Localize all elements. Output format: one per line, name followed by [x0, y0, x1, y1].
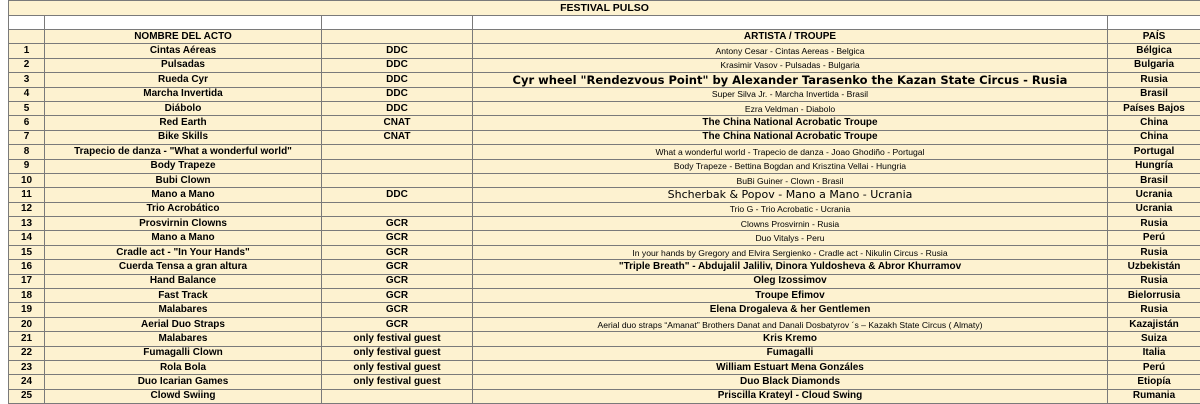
country-cell[interactable]: Bélgica: [1108, 44, 1200, 58]
artist-cell[interactable]: Fumagalli: [473, 346, 1108, 360]
act-name-cell[interactable]: Diábolo: [45, 101, 322, 115]
act-name-cell[interactable]: Pulsadas: [45, 58, 322, 72]
artist-cell[interactable]: The China National Acrobatic Troupe: [473, 116, 1108, 130]
country-cell[interactable]: Hungría: [1108, 159, 1200, 173]
row-number-cell[interactable]: 11: [9, 188, 45, 202]
blank-cell[interactable]: [1108, 16, 1200, 30]
country-cell[interactable]: Perú: [1108, 231, 1200, 245]
artist-cell[interactable]: Shcherbak & Popov - Mano a Mano - Ucrania: [473, 188, 1108, 202]
country-cell[interactable]: Rusia: [1108, 73, 1200, 87]
row-number-cell[interactable]: 24: [9, 375, 45, 389]
row-number-cell[interactable]: 5: [9, 101, 45, 115]
country-cell[interactable]: Brasil: [1108, 87, 1200, 101]
country-cell[interactable]: Uzbekistán: [1108, 260, 1200, 274]
organizer-cell[interactable]: only festival guest: [322, 375, 473, 389]
country-cell[interactable]: Brasil: [1108, 173, 1200, 187]
table-row: [9, 360, 1200, 374]
country-cell[interactable]: Rusia: [1108, 274, 1200, 288]
organizer-cell[interactable]: DDC: [322, 58, 473, 72]
row-number-cell[interactable]: 9: [9, 159, 45, 173]
row-number-cell[interactable]: 10: [9, 173, 45, 187]
country-cell[interactable]: Kazajistán: [1108, 317, 1200, 331]
country-cell[interactable]: China: [1108, 130, 1200, 144]
act-name-cell[interactable]: Trapecio de danza - "What a wonderful world": [45, 145, 322, 159]
organizer-cell[interactable]: GCR: [322, 274, 473, 288]
organizer-cell[interactable]: [322, 173, 473, 187]
act-name-cell[interactable]: Bike Skills: [45, 130, 322, 144]
table-row: [9, 58, 1200, 72]
row-number-cell[interactable]: 2: [9, 58, 45, 72]
act-name-cell[interactable]: Cintas Aéreas: [45, 44, 322, 58]
table-row: [9, 317, 1200, 331]
table-row: [9, 87, 1200, 101]
blank-row: [9, 16, 1200, 30]
table-row: [9, 73, 1200, 87]
country-cell[interactable]: Etiopía: [1108, 375, 1200, 389]
row-number-cell[interactable]: 8: [9, 145, 45, 159]
act-name-cell[interactable]: Marcha Invertida: [45, 87, 322, 101]
country-cell[interactable]: Italia: [1108, 346, 1200, 360]
blank-cell[interactable]: [9, 16, 45, 30]
table-row: [9, 289, 1200, 303]
table-row: [9, 260, 1200, 274]
organizer-cell[interactable]: GCR: [322, 245, 473, 259]
act-name-cell[interactable]: Mano a Mano: [45, 231, 322, 245]
act-name-cell[interactable]: Hand Balance: [45, 274, 322, 288]
row-number-cell[interactable]: 6: [9, 116, 45, 130]
table-row: [9, 303, 1200, 317]
country-cell[interactable]: Rusia: [1108, 217, 1200, 231]
artist-cell[interactable]: Priscilla Krateyl - Cloud Swing: [473, 389, 1108, 403]
artist-cell[interactable]: Troupe Efimov: [473, 289, 1108, 303]
organizer-cell[interactable]: [322, 202, 473, 216]
table-row: [9, 231, 1200, 245]
act-name-cell[interactable]: Body Trapeze: [45, 159, 322, 173]
artist-cell[interactable]: Duo Vitalys - Peru: [473, 231, 1108, 245]
act-name-cell[interactable]: Rola Bola: [45, 360, 322, 374]
table-row: [9, 159, 1200, 173]
title-row: [9, 1, 1200, 16]
artist-cell[interactable]: Antony Cesar - Cintas Aereas - Belgica: [473, 44, 1108, 58]
row-number-cell[interactable]: 15: [9, 245, 45, 259]
sheet-title[interactable]: FESTIVAL PULSO: [9, 1, 1200, 16]
act-name-cell[interactable]: Prosvirnin Clowns: [45, 217, 322, 231]
act-name-cell[interactable]: Fumagalli Clown: [45, 346, 322, 360]
row-number-cell[interactable]: 7: [9, 130, 45, 144]
organizer-cell[interactable]: CNAT: [322, 116, 473, 130]
table-row: [9, 173, 1200, 187]
artist-cell[interactable]: "Triple Breath" - Abdujalil Jaliliv, Dinora Yuldosheva & Abror Khurramov: [473, 260, 1108, 274]
table-row: [9, 332, 1200, 346]
blank-cell[interactable]: [473, 16, 1108, 30]
table-row: [9, 274, 1200, 288]
header-num[interactable]: [9, 30, 45, 44]
organizer-cell[interactable]: DDC: [322, 44, 473, 58]
row-number-cell[interactable]: 16: [9, 260, 45, 274]
artist-cell[interactable]: Clowns Prosvirnin - Rusia: [473, 217, 1108, 231]
row-number-cell[interactable]: 13: [9, 217, 45, 231]
country-cell[interactable]: Países Bajos: [1108, 101, 1200, 115]
act-name-cell[interactable]: Bubi Clown: [45, 173, 322, 187]
act-name-cell[interactable]: Trio Acrobático: [45, 202, 322, 216]
artist-cell[interactable]: Elena Drogaleva & her Gentlemen: [473, 303, 1108, 317]
row-number-cell[interactable]: 22: [9, 346, 45, 360]
organizer-cell[interactable]: [322, 389, 473, 403]
country-cell[interactable]: Bielorrusia: [1108, 289, 1200, 303]
artist-cell[interactable]: Krasimir Vasov - Pulsadas - Bulgaria: [473, 58, 1108, 72]
row-number-cell[interactable]: 21: [9, 332, 45, 346]
row-number-cell[interactable]: 14: [9, 231, 45, 245]
table-row: [9, 202, 1200, 216]
table-row: [9, 245, 1200, 259]
blank-cell[interactable]: [45, 16, 322, 30]
organizer-cell[interactable]: GCR: [322, 289, 473, 303]
row-number-cell[interactable]: 12: [9, 202, 45, 216]
artist-cell[interactable]: Kris Kremo: [473, 332, 1108, 346]
country-cell[interactable]: Perú: [1108, 360, 1200, 374]
act-name-cell[interactable]: Duo Icarian Games: [45, 375, 322, 389]
artist-cell[interactable]: Body Trapeze - Bettina Bogdan and Krisztina Vellai - Hungria: [473, 159, 1108, 173]
act-name-cell[interactable]: Mano a Mano: [45, 188, 322, 202]
artist-cell[interactable]: The China National Acrobatic Troupe: [473, 130, 1108, 144]
row-number-cell[interactable]: 3: [9, 73, 45, 87]
table-row: [9, 346, 1200, 360]
table-row: [9, 145, 1200, 159]
organizer-cell[interactable]: GCR: [322, 231, 473, 245]
country-cell[interactable]: Rusia: [1108, 303, 1200, 317]
country-cell[interactable]: Ucrania: [1108, 202, 1200, 216]
table-row: [9, 116, 1200, 130]
country-cell[interactable]: Portugal: [1108, 145, 1200, 159]
country-cell[interactable]: Ucrania: [1108, 188, 1200, 202]
organizer-cell[interactable]: CNAT: [322, 130, 473, 144]
country-cell[interactable]: Rumania: [1108, 389, 1200, 403]
artist-cell[interactable]: Super Silva Jr. - Marcha Invertida - Brasil: [473, 87, 1108, 101]
row-number-cell[interactable]: 17: [9, 274, 45, 288]
artist-cell[interactable]: BuBi Guiner - Clown - Brasil: [473, 173, 1108, 187]
table-row: [9, 130, 1200, 144]
organizer-cell[interactable]: DDC: [322, 87, 473, 101]
artist-cell[interactable]: Aerial duo straps “Amanat” Brothers Danat and Danali Dosbatyrov ´s – Kazakh State Circus ( Almaty): [473, 317, 1108, 331]
artist-cell[interactable]: What a wonderful world - Trapecio de danza - Joao Ghodiño - Portugal: [473, 145, 1108, 159]
row-number-cell[interactable]: 25: [9, 389, 45, 403]
table-row: [9, 217, 1200, 231]
act-name-cell[interactable]: Fast Track: [45, 289, 322, 303]
act-name-cell[interactable]: Aerial Duo Straps: [45, 317, 322, 331]
organizer-cell[interactable]: [322, 159, 473, 173]
artist-cell[interactable]: Duo Black Diamonds: [473, 375, 1108, 389]
organizer-cell[interactable]: only festival guest: [322, 332, 473, 346]
organizer-cell[interactable]: [322, 145, 473, 159]
festival-table: [8, 0, 1200, 404]
act-name-cell[interactable]: Rueda Cyr: [45, 73, 322, 87]
country-cell[interactable]: China: [1108, 116, 1200, 130]
organizer-cell[interactable]: only festival guest: [322, 360, 473, 374]
organizer-cell[interactable]: only festival guest: [322, 346, 473, 360]
act-name-cell[interactable]: Malabares: [45, 332, 322, 346]
organizer-cell[interactable]: DDC: [322, 188, 473, 202]
country-cell[interactable]: Bulgaria: [1108, 58, 1200, 72]
row-number-cell[interactable]: 4: [9, 87, 45, 101]
organizer-cell[interactable]: GCR: [322, 317, 473, 331]
header-act-name[interactable]: NOMBRE DEL ACTO: [45, 30, 322, 44]
act-name-cell[interactable]: Cradle act - "In Your Hands": [45, 245, 322, 259]
row-number-cell[interactable]: 18: [9, 289, 45, 303]
organizer-cell[interactable]: GCR: [322, 260, 473, 274]
table-row: [9, 101, 1200, 115]
table-row: [9, 44, 1200, 58]
header-row: [9, 30, 1200, 44]
artist-cell[interactable]: In your hands by Gregory and Elvira Sergienko - Cradle act - Nikulin Circus - Rusia: [473, 245, 1108, 259]
header-country[interactable]: PAÍS: [1108, 30, 1200, 44]
blank-cell[interactable]: [322, 16, 473, 30]
row-number-cell[interactable]: 23: [9, 360, 45, 374]
row-number-cell[interactable]: 1: [9, 44, 45, 58]
artist-cell[interactable]: Ezra Veldman - Diabolo: [473, 101, 1108, 115]
artist-cell[interactable]: William Estuart Mena Gonzáles: [473, 360, 1108, 374]
table-row: [9, 389, 1200, 403]
artist-cell[interactable]: Cyr wheel "Rendezvous Point" by Alexander Tarasenko the Kazan State Circus - Rusia: [473, 73, 1108, 87]
table-row: [9, 375, 1200, 389]
organizer-cell[interactable]: GCR: [322, 217, 473, 231]
act-name-cell[interactable]: Malabares: [45, 303, 322, 317]
country-cell[interactable]: Rusia: [1108, 245, 1200, 259]
row-number-cell[interactable]: 19: [9, 303, 45, 317]
header-organizer[interactable]: [322, 30, 473, 44]
table-row: [9, 188, 1200, 202]
organizer-cell[interactable]: DDC: [322, 101, 473, 115]
row-number-cell[interactable]: 20: [9, 317, 45, 331]
artist-cell[interactable]: Oleg Izossimov: [473, 274, 1108, 288]
header-artist[interactable]: ARTISTA / TROUPE: [473, 30, 1108, 44]
act-name-cell[interactable]: Cuerda Tensa a gran altura: [45, 260, 322, 274]
organizer-cell[interactable]: GCR: [322, 303, 473, 317]
organizer-cell[interactable]: DDC: [322, 73, 473, 87]
artist-cell[interactable]: Trio G - Trio Acrobatic - Ucrania: [473, 202, 1108, 216]
country-cell[interactable]: Suiza: [1108, 332, 1200, 346]
act-name-cell[interactable]: Clowd Swiing: [45, 389, 322, 403]
act-name-cell[interactable]: Red Earth: [45, 116, 322, 130]
